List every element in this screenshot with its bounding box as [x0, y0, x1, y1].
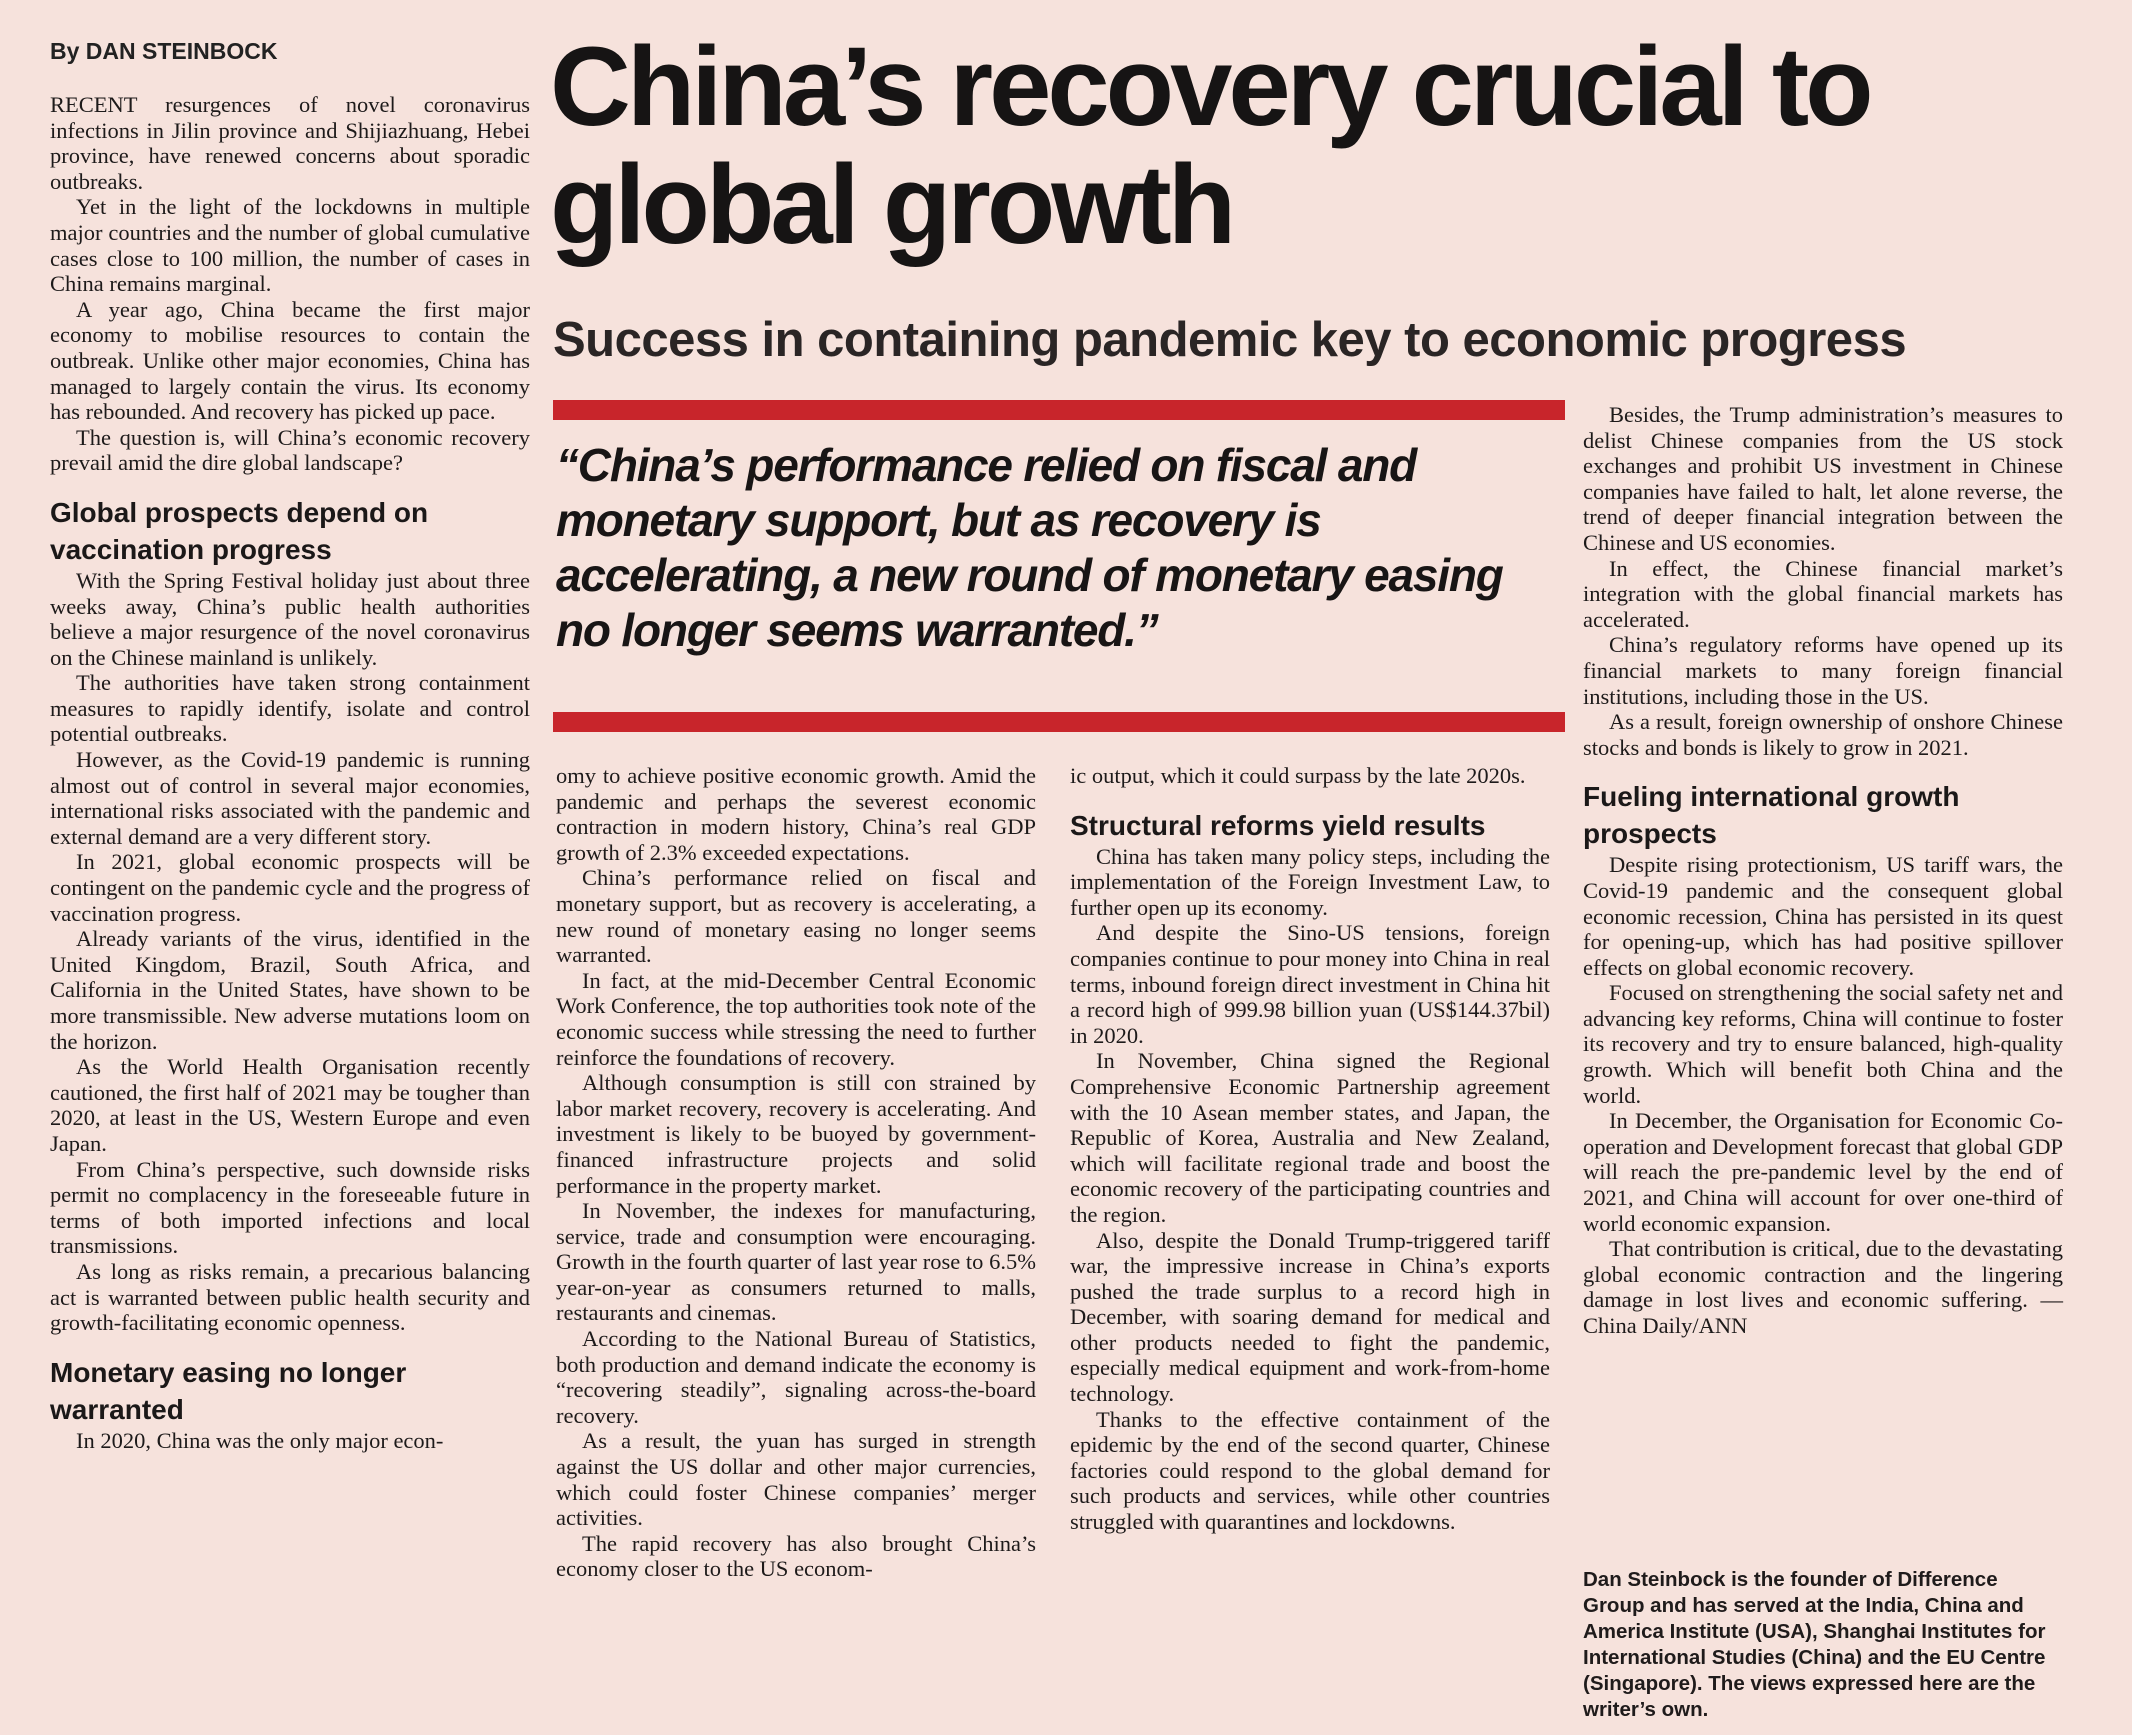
paragraph: As a result, foreign ownership of onshore Chinese stocks and bonds is likely to grow in 2021.: [1583, 709, 2063, 760]
paragraph: Besides, the Trump administration’s measures to delist Chinese companies from the US stock exchanges and prohibit US investment in Chinese companies have failed to halt, let alone reverse, the trend of deeper financial integration between the Chinese and US economies.: [1583, 402, 2063, 555]
paragraph: And despite the Sino-US tensions, foreign companies continue to pour money into China in real terms, inbound foreign direct investment in China hit a record high of 999.98 billion yuan (US$144.37bil) in 2020.: [1070, 920, 1550, 1048]
paragraph: In November, China signed the Regional Comprehensive Economic Partnership agreement with the 10 Asean member states, and Japan, the Republic of Korea, Australia and New Zealand, which will facilitate regional trade and boost the economic recovery of the participating countries and the region.: [1070, 1048, 1550, 1227]
paragraph: That contribution is critical, due to the devastating global economic contraction and the lingering damage in lost lives and economic suffering. — China Daily/ANN: [1583, 1236, 2063, 1338]
paragraph: Although consumption is still con strained by labor market recovery, recovery is accelerating. And investment is likely to be buoyed by government-financed infrastructure projects and solid performance in the property market.: [556, 1070, 1036, 1198]
paragraph: ic output, which it could surpass by the late 2020s.: [1070, 763, 1526, 788]
paragraph: China has taken many policy steps, including the implementation of the Foreign Investment Law, to further open up its economy.: [1070, 843, 1550, 920]
paragraph: Despite rising protectionism, US tariff wars, the Covid-19 pandemic and the consequent global economic recession, China has persisted in its quest for opening-up, which has had positive spillover effects on global economic recovery.: [1583, 852, 2063, 980]
paragraph: With the Spring Festival holiday just about three weeks away, China’s public health authorities believe a major resurgence of the novel coronavirus on the Chinese mainland is unlikely.: [50, 567, 530, 670]
paragraph: As the World Health Organisation recently cautioned, the first half of 2021 may be tougher than 2020, at least in the US, Western Europe and even Japan.: [50, 1054, 530, 1156]
paragraph: Thanks to the effective containment of the epidemic by the end of the second quarter, Chinese factories could respond to the global demand for such products and services, while other countries struggled with quarantines and lockdowns.: [1070, 1406, 1550, 1535]
paragraph: In November, the indexes for manufacturing, service, trade and consumption were encouraging. Growth in the fourth quarter of last year rose to 6.5% year-on-year as consumers returned to malls, restaurants and cinemas.: [556, 1198, 1036, 1326]
headline: China’s recovery crucial to global growth: [550, 24, 1870, 267]
paragraph: In effect, the Chinese financial market’s integration with the global financial markets has accelerated.: [1583, 555, 2063, 632]
article-column-3: [1070, 763, 1550, 1535]
pullquote: “China’s performance relied on fiscal and monetary support, but as recovery is accelerating, a new round of monetary easing no longer seems warranted.”: [556, 439, 1503, 656]
pullquote-top-rule: [553, 400, 1565, 420]
paragraph: In December, the Organisation for Economic Co-operation and Development forecast that global GDP will reach the pre-pandemic level by the end of 2021, and China will account for over one-third of world economic expansion.: [1583, 1108, 2063, 1236]
paragraph: Focused on strengthening the social safety net and advancing key reforms, China will continue to foster its recovery and try to ensure balanced, high-quality growth. Which will benefit both China and the world.: [1583, 980, 2063, 1108]
paragraph: According to the National Bureau of Statistics, both production and demand indicate the economy is “recovering steadily”, signaling across-the-board recovery.: [556, 1326, 1036, 1428]
section-heading: Monetary easing no longer warranted: [50, 1356, 407, 1425]
paragraph: The authorities have taken strong containment measures to rapidly identify, isolate and control potential outbreaks.: [50, 670, 530, 747]
paragraph: In 2020, China was the only major econ-: [76, 1427, 444, 1453]
paragraph: omy to achieve positive economic growth. Amid the pandemic and perhaps the severest economic contraction in modern history, China’s real GDP growth of 2.3% exceeded expectations.: [556, 763, 1036, 865]
section-heading: Global prospects depend on vaccination progress: [50, 496, 429, 565]
section-heading: Fueling international growth prospects: [1583, 781, 1960, 850]
paragraph: As a result, the yuan has surged in strength against the US dollar and other major currencies, which could foster Chinese companies’ merger activities.: [556, 1428, 1036, 1531]
author-bio: Dan Steinbock is the founder of Difference Group and has served at the India, China and America Institute (USA), Shanghai Institutes for International Studies (China) and the EU Centre (Singapore). The views expressed here are the writer’s own.: [1583, 1568, 2046, 1721]
byline: By DAN STEINBOCK: [50, 38, 278, 64]
article-column-1: [50, 92, 530, 1453]
paragraph: Yet in the light of the lockdowns in multiple major countries and the number of global cumulative cases close to 100 million, the number of cases in China remains marginal.: [50, 194, 530, 297]
paragraph: The question is, will China’s economic recovery prevail amid the dire global landscape?: [50, 424, 530, 476]
paragraph: Also, despite the Donald Trump-triggered tariff war, the impressive increase in China’s exports pushed the trade surplus to a record high in December, with soaring demand for medical and other products needed to fight the pandemic, especially medical equipment and work-from-home technology.: [1070, 1227, 1550, 1407]
subheadline: Success in containing pandemic key to economic progress: [553, 313, 1907, 367]
paragraph: A year ago, China became the first major economy to mobilise resources to contain the outbreak. Unlike other major economies, China has managed to largely contain the virus. Its economy has rebounded. And recovery has picked up pace.: [50, 296, 530, 425]
paragraph: As long as risks remain, a precarious balancing act is warranted between public health security and growth-facilitating economic openness.: [50, 1258, 530, 1336]
section-heading: Structural reforms yield results: [1070, 809, 1486, 841]
article-column-4: [1583, 402, 2063, 1339]
paragraph: However, as the Covid-19 pandemic is running almost out of control in several major economies, international risks associated with the pandemic and external demand are a very different story.: [50, 747, 530, 849]
paragraph: China’s performance relied on fiscal and monetary support, but as recovery is accelerating, a new round of monetary easing no longer seems warranted.: [556, 865, 1036, 968]
paragraph: In fact, at the mid-December Central Economic Work Conference, the top authorities took note of the economic success while stressing the need to further reinforce the foundations of recovery.: [556, 967, 1036, 1070]
paragraph: The rapid recovery has also brought China’s economy closer to the US econom-: [556, 1530, 1036, 1582]
paragraph: Already variants of the virus, identified in the United Kingdom, Brazil, South Africa, and California in the United States, have shown to be more transmissible. New adverse mutations loom on the horizon.: [50, 926, 530, 1054]
article-column-2: [556, 763, 1036, 1582]
paragraph: From China’s perspective, such downside risks permit no complacency in the foreseeable future in terms of both imported infections and local transmissions.: [50, 1156, 530, 1259]
paragraph: In 2021, global economic prospects will be contingent on the pandemic cycle and the progress of vaccination progress.: [50, 849, 530, 926]
pullquote-bottom-rule: [553, 712, 1565, 732]
paragraph: China’s regulatory reforms have opened up its financial markets to many foreign financial institutions, including those in the US.: [1583, 632, 2063, 709]
paragraph: RECENT resurgences of novel coronavirus infections in Jilin province and Shijiazhuang, Hebei province, have renewed concerns about sporadic outbreaks.: [50, 92, 530, 194]
